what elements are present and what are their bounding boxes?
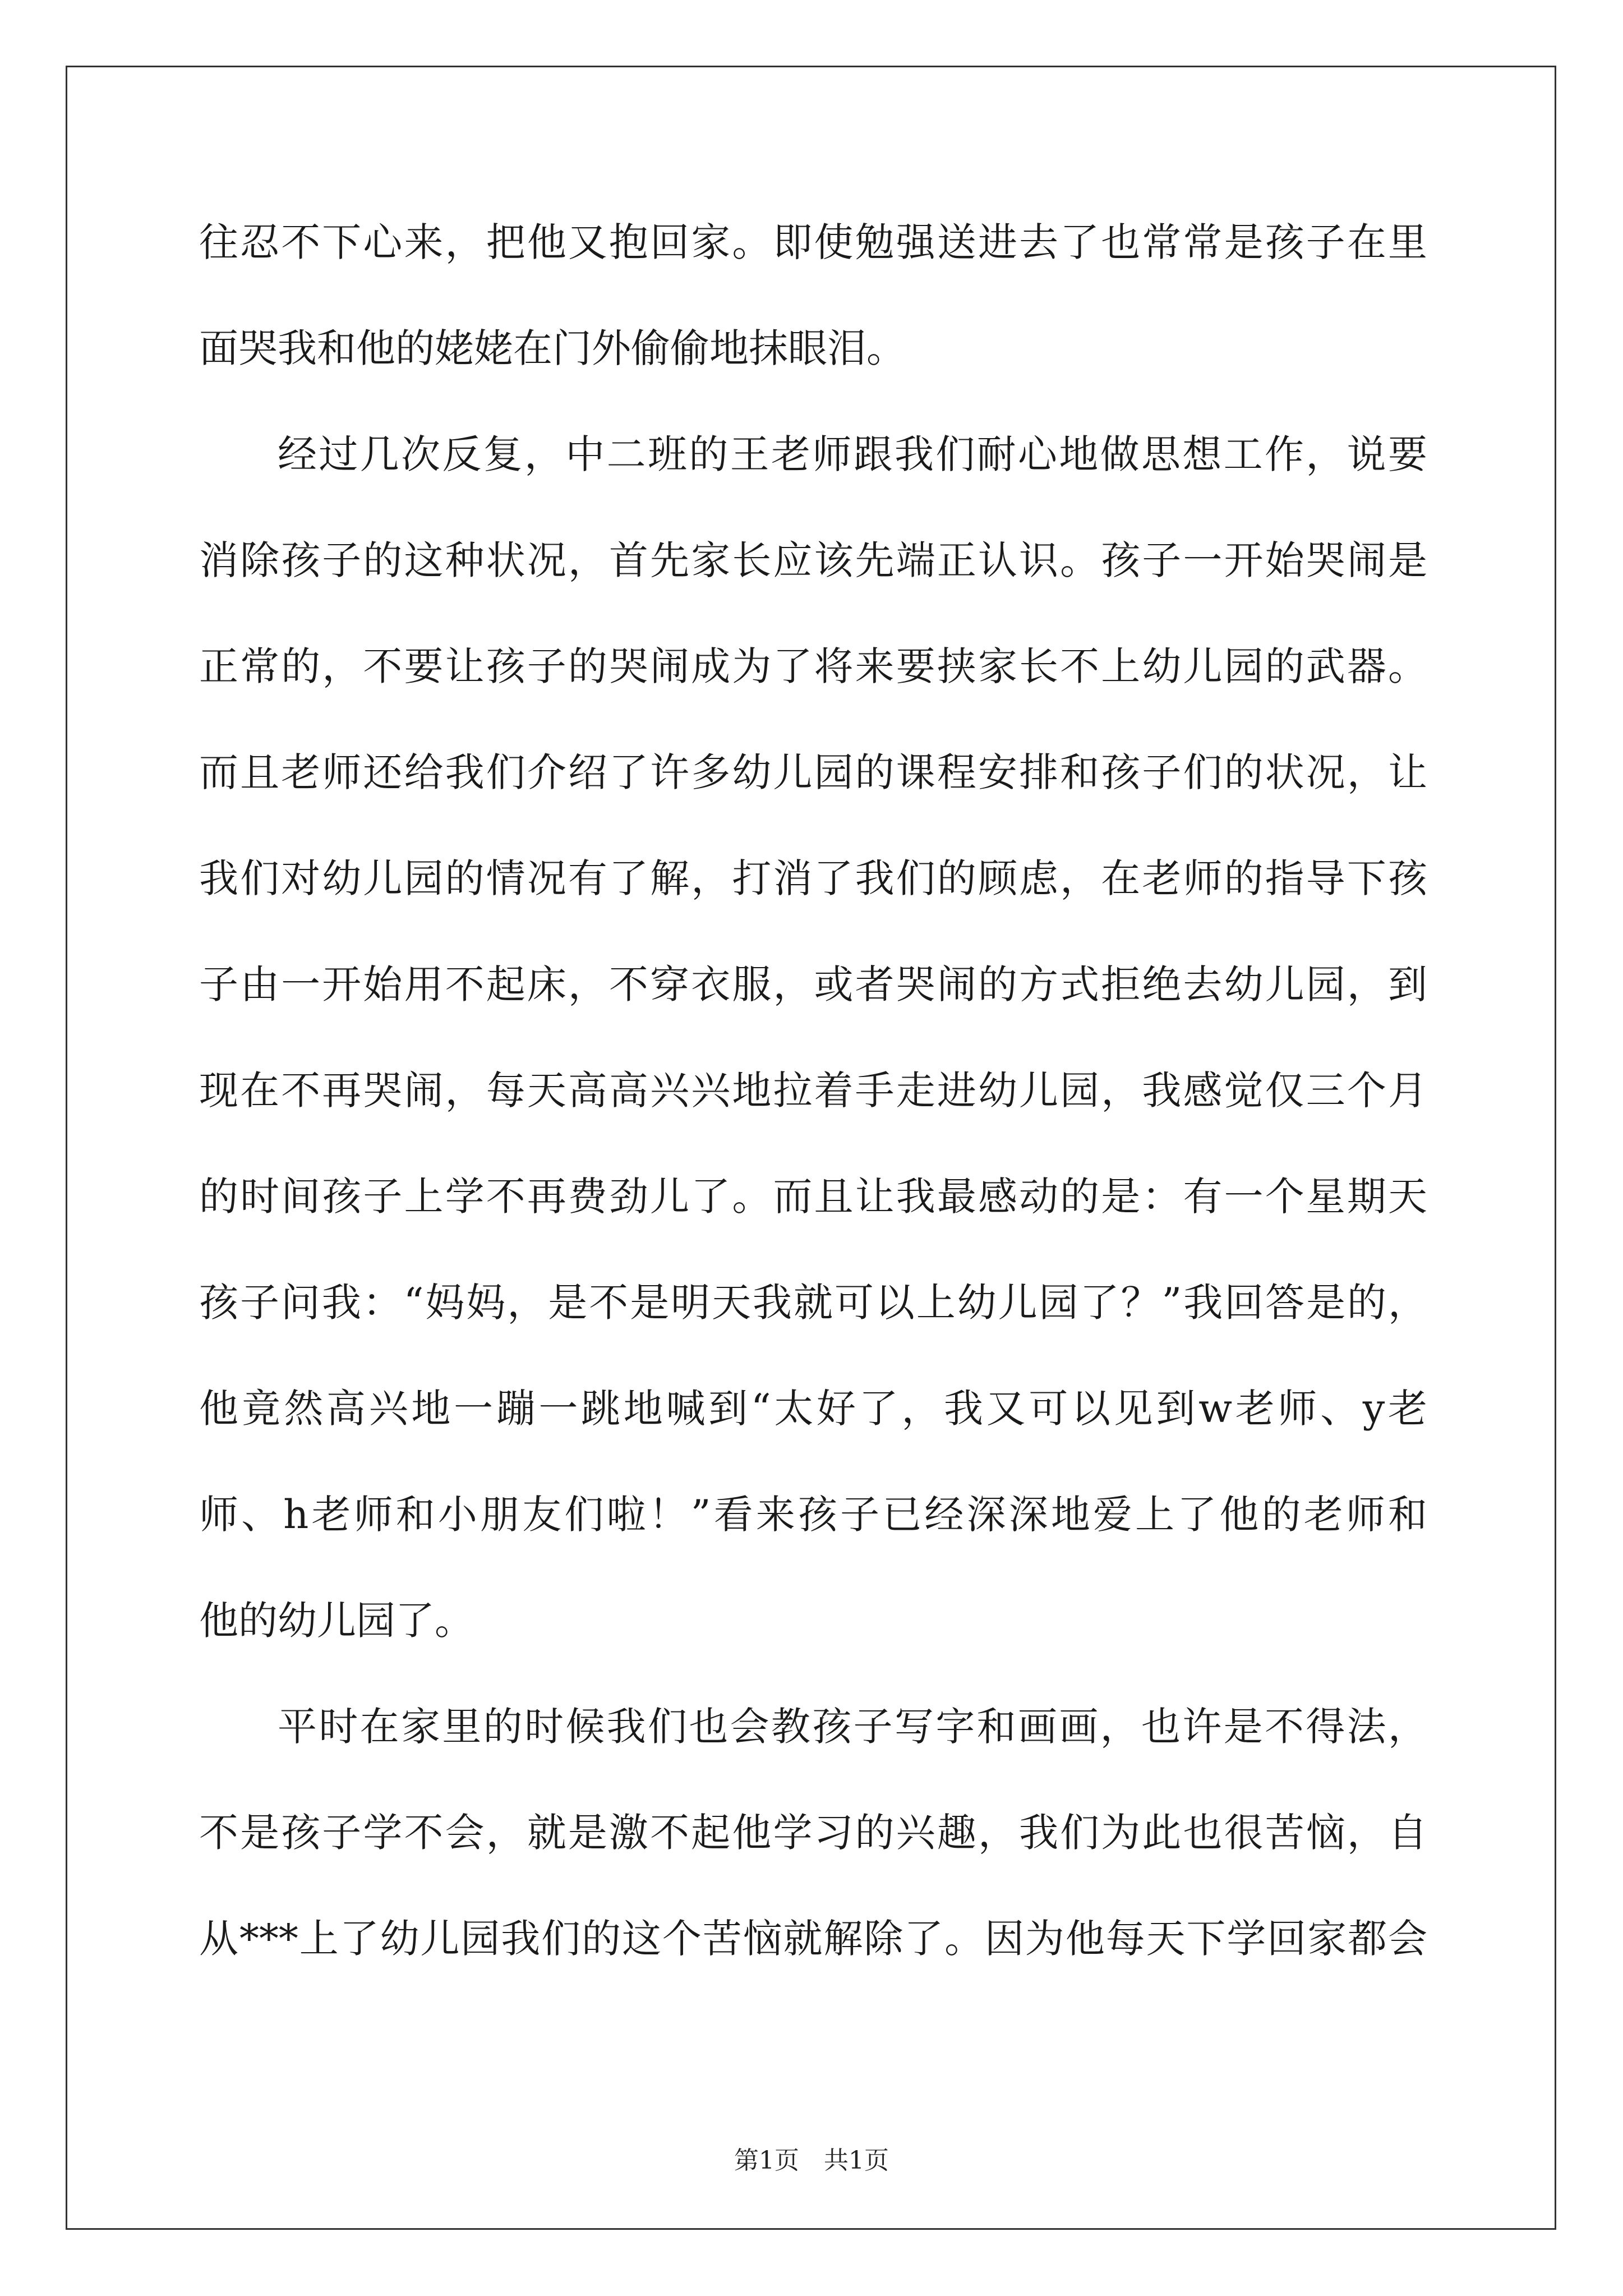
text-line-5: 正常的，不要让孩子的哭闹成为了将来要挟家长不上幼儿园的武器。 <box>199 643 1427 689</box>
text-line-14: 他的幼儿园了。 <box>199 1598 474 1644</box>
text-line-6: 而且老师还给我们介绍了许多幼儿园的课程安排和孩子们的状况，让 <box>199 749 1427 795</box>
text-line-4: 消除孩子的这种状况，首先家长应该先端正认识。孩子一开始哭闹是 <box>199 537 1427 583</box>
page-number-label: 第1页 共1页 <box>734 2146 889 2175</box>
text-line-16: 不是孩子学不会，就是激不起他学习的兴趣，我们为此也很苦恼，自 <box>199 1810 1427 1856</box>
text-line-9: 现在不再哭闹，每天高高兴兴地拉着手走进幼儿园，我感觉仅三个月 <box>199 1068 1427 1114</box>
document-body <box>199 209 1427 2011</box>
text-line-3: 经过几次反复，中二班的王老师跟我们耐心地做思想工作，说要 <box>278 431 1427 477</box>
text-line-12: 他竟然高兴地一蹦一跳地喊到“太好了，我又可以见到w老师、y老 <box>199 1386 1427 1432</box>
text-line-11: 孩子问我：“妈妈，是不是明天我就可以上幼儿园了？”我回答是的， <box>199 1280 1427 1326</box>
text-line-13: 师、h老师和小朋友们啦！”看来孩子已经深深地爱上了他的老师和 <box>199 1492 1427 1538</box>
page-footer <box>0 2144 1623 2178</box>
text-line-17: 从***上了幼儿园我们的这个苦恼就解除了。因为他每天下学回家都会 <box>199 1916 1427 1962</box>
text-line-15: 平时在家里的时候我们也会教孩子写字和画画，也许是不得法， <box>278 1704 1427 1750</box>
text-line-8: 子由一开始用不起床，不穿衣服，或者哭闹的方式拒绝去幼儿园，到 <box>199 961 1427 1007</box>
text-line-7: 我们对幼儿园的情况有了解，打消了我们的顾虑，在老师的指导下孩 <box>199 855 1427 901</box>
text-line-10: 的时间孩子上学不再费劲儿了。而且让我最感动的是：有一个星期天 <box>199 1174 1427 1220</box>
text-line-1: 往忍不下心来，把他又抱回家。即使勉强送进去了也常常是孩子在里 <box>199 219 1427 265</box>
text-line-2: 面哭我和他的姥姥在门外偷偷地抹眼泪。 <box>199 325 906 371</box>
